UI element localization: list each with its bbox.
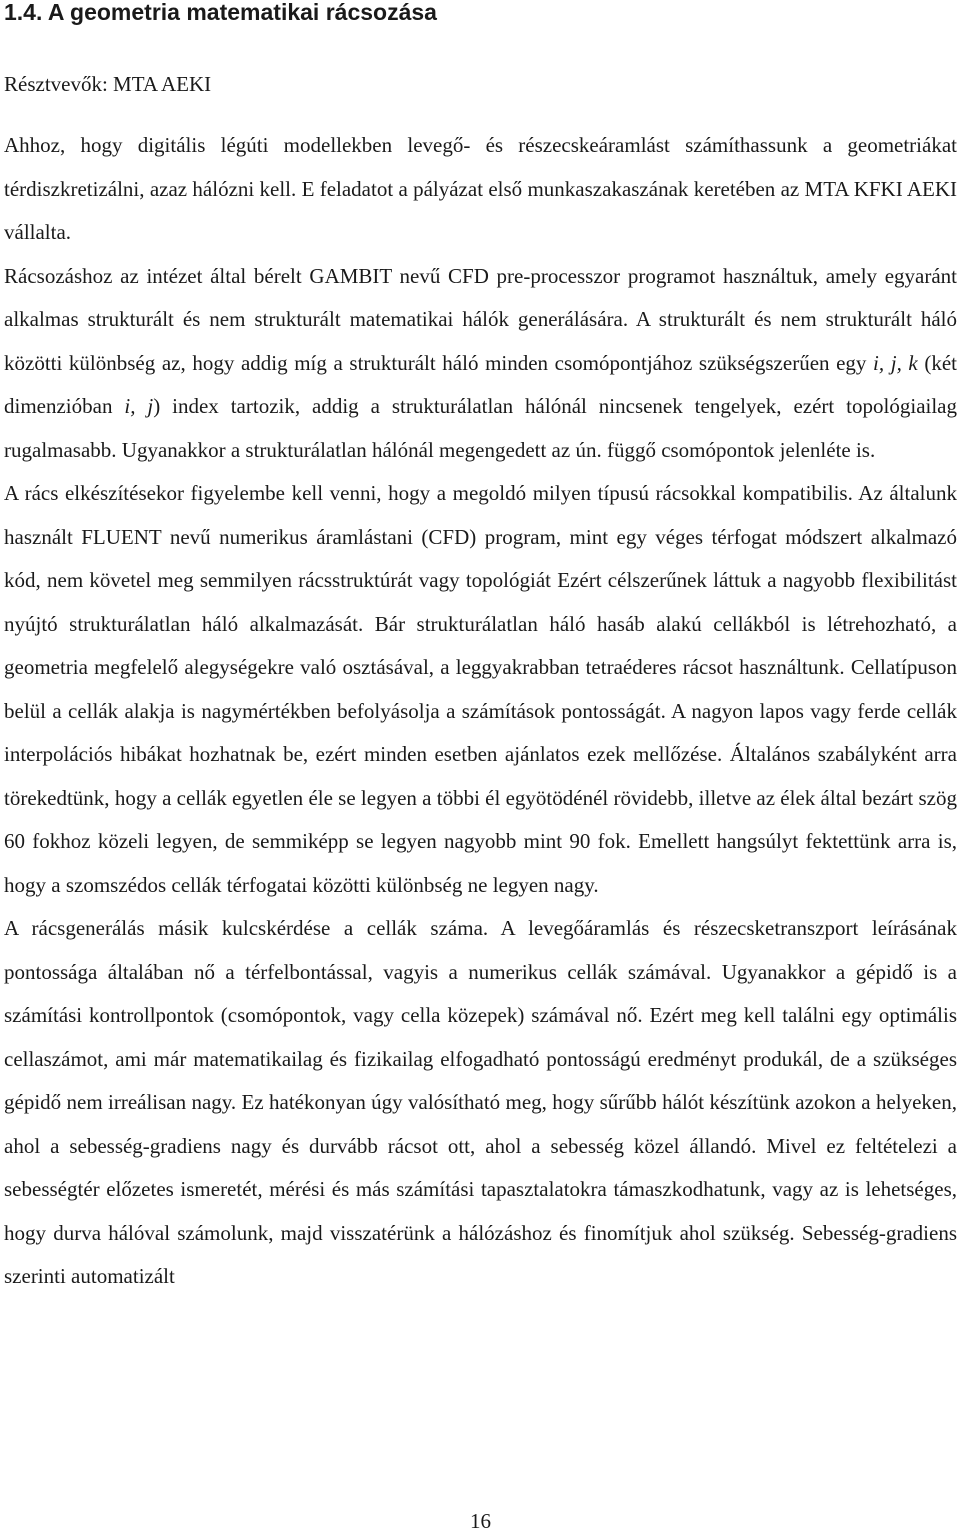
participants-line: Résztvevők: MTA AEKI (4, 72, 212, 96)
page-number: 16 (470, 1509, 491, 1533)
paragraph-gambit-part-c: ) index tartozik, addig a strukturálatlan hálónál nincsenek tengelyek, ezért topológiailag rugalmasabb. Ugyanakkor a strukturálatlan hálónál megengedett az ún. függő csomópontok jelenléte is. (4, 394, 957, 462)
paragraph-intro: Ahhoz, hogy digitális légúti modellekben levegő- és részecskeáramlást számíthassunk a geometriákat térdiszkretizálni, azaz hálózni kell. E feladatot a pályázat első munkaszakaszának keretében az MTA KFKI AEKI vállalta. (4, 133, 957, 244)
paragraph-gambit-part-a: Rácsozáshoz az intézet által bérelt GAMBIT nevű CFD pre-processzor programot használtuk, amely egyaránt alkalmas strukturált és nem strukturált matematikai hálók generálására. A strukturált és nem strukturált háló közötti különbség az, hogy addig míg a strukturált háló minden csomópontjához szükségszerűen egy (4, 263, 957, 375)
paragraph-fluent: A rács elkészítésekor figyelembe kell venni, hogy a megoldó milyen típusú rácsokkal kompatibilis. Az általunk használt FLUENT nevű numerikus áramlástani (CFD) program, mint egy véges térfogat módszert alkalmazó kód, nem követel meg semmilyen rácsstruktúrát vagy topológiát Ezért célszerűnek láttuk a nagyobb flexibilitást nyújtó strukturálatlan háló alkalmazását. Bár strukturálatlan háló hasáb alakú cellákból is létrehozható, a geometria megfelelő alegységekre való osztásával, a leggyakrabban tetraéderes rácsot használtunk. Cellatípuson belül a cellák alakja is nagymértékben befolyásolja a számítások pontosságát. A nagyon lapos vagy ferde cellák interpolációs hibákat hozhatnak be, ezért minden esetben ajánlatos ezek mellőzése. Általános szabályként arra törekedtünk, hogy a cellák egyetlen éle se legyen a többi él egyötödénél rövidebb, illetve az élek által bezárt szög 60 fokhoz közeli legyen, de semmiképp se legyen nagyobb mint 90 fok. Emellett hangsúlyt fektettünk arra is, hogy a szomszédos cellák térfogatai közötti különbség ne legyen nagy. (4, 481, 957, 897)
index-ijk: i, j, k (873, 350, 918, 375)
index-ij: i, j (124, 394, 154, 418)
paragraph-cell-count: A rácsgenerálás másik kulcskérdése a cellák száma. A levegőáramlás és részecsketranszport leírásának pontossága általában nő a térfelbontással, vagyis a numerikus cellák számával. Ugyanakkor a gépidő is a számítási kontrollpontok (csomópontok, vagy cella közepek) számával nő. Ezért meg kell találni egy optimális cellaszámot, ami már matematikailag és fizikailag elfogadható pontosságú eredményt produkál, de a szükséges gépidő nem irreálisan nagy. Ez hatékonyan úgy valósítható meg, hogy sűrűbb hálót készítünk azokon a helyeken, ahol a sebesség-gradiens nagy és durvább rácsot ott, ahol a sebesség közel állandó. Mivel ez feltételezi a sebességtér előzetes ismeretét, mérési és más számítási tapasztalatokra támaszkodhatunk, vagy az is lehetséges, hogy durva hálóval számolunk, majd visszatérünk a hálózáshoz és finomítjuk ahol szükség. Sebesség-gradiens szerinti automatizált (4, 916, 957, 1288)
paragraph-gambit-part-b: (két dimenzióban (4, 350, 957, 418)
paragraph-gambit (4, 255, 957, 473)
document-page (4, 0, 957, 1534)
section-heading: 1.4. A geometria matematikai rácsozása (4, 0, 437, 25)
body-text (4, 124, 957, 1299)
